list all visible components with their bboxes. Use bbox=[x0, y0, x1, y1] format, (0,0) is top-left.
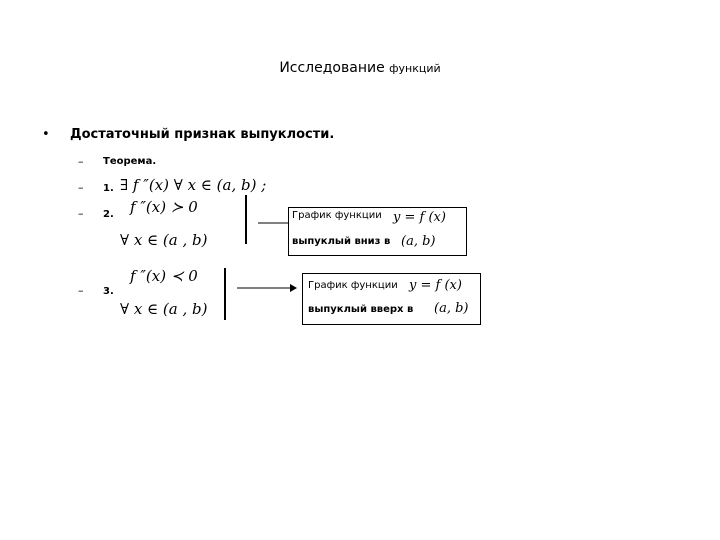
box-down-interval: (a, b) bbox=[401, 234, 436, 249]
box-up-function: y = f (x) bbox=[409, 278, 462, 293]
slide-title bbox=[0, 60, 720, 76]
dash-item-3: – bbox=[78, 284, 84, 297]
box-down-line1: График функции bbox=[292, 210, 382, 221]
item-1-formula: ∃ f ″(x) ∀ x ∈ (a, b) ; bbox=[120, 176, 267, 194]
bullet-marker: • bbox=[42, 127, 50, 142]
item-2-bracket bbox=[245, 195, 247, 244]
item-2-label: 2. bbox=[103, 209, 114, 220]
dash-item-2: – bbox=[78, 207, 84, 220]
dash-theorem: – bbox=[78, 155, 84, 168]
box-down-function: y = f (x) bbox=[393, 210, 446, 225]
title-small: функций bbox=[389, 62, 441, 75]
title-main: Исследование bbox=[279, 60, 385, 76]
item-3-label: 3. bbox=[103, 286, 114, 297]
box-down-line2: выпуклый вниз в bbox=[292, 236, 391, 247]
result-box-convex-down bbox=[288, 207, 467, 256]
box-up-line1: График функции bbox=[308, 280, 398, 291]
box-up-line2: выпуклый вверх в bbox=[308, 304, 414, 315]
arrow-right-icon bbox=[237, 283, 297, 293]
box-up-interval: (a, b) bbox=[434, 301, 469, 316]
bullet-text: Достаточный признак выпуклости. bbox=[70, 127, 335, 142]
item-2-domain: ∀ x ∈ (a , b) bbox=[120, 231, 208, 249]
item-1-label: 1. bbox=[103, 183, 114, 194]
result-box-convex-up bbox=[302, 273, 481, 325]
item-2-condition: f ″(x) ≻ 0 bbox=[130, 198, 198, 216]
item-3-domain: ∀ x ∈ (a , b) bbox=[120, 300, 208, 318]
theorem-label: Теорема. bbox=[103, 156, 157, 167]
dash-item-1: – bbox=[78, 181, 84, 194]
item-3-bracket bbox=[224, 268, 226, 320]
item-3-condition: f ″(x) ≺ 0 bbox=[130, 267, 198, 285]
